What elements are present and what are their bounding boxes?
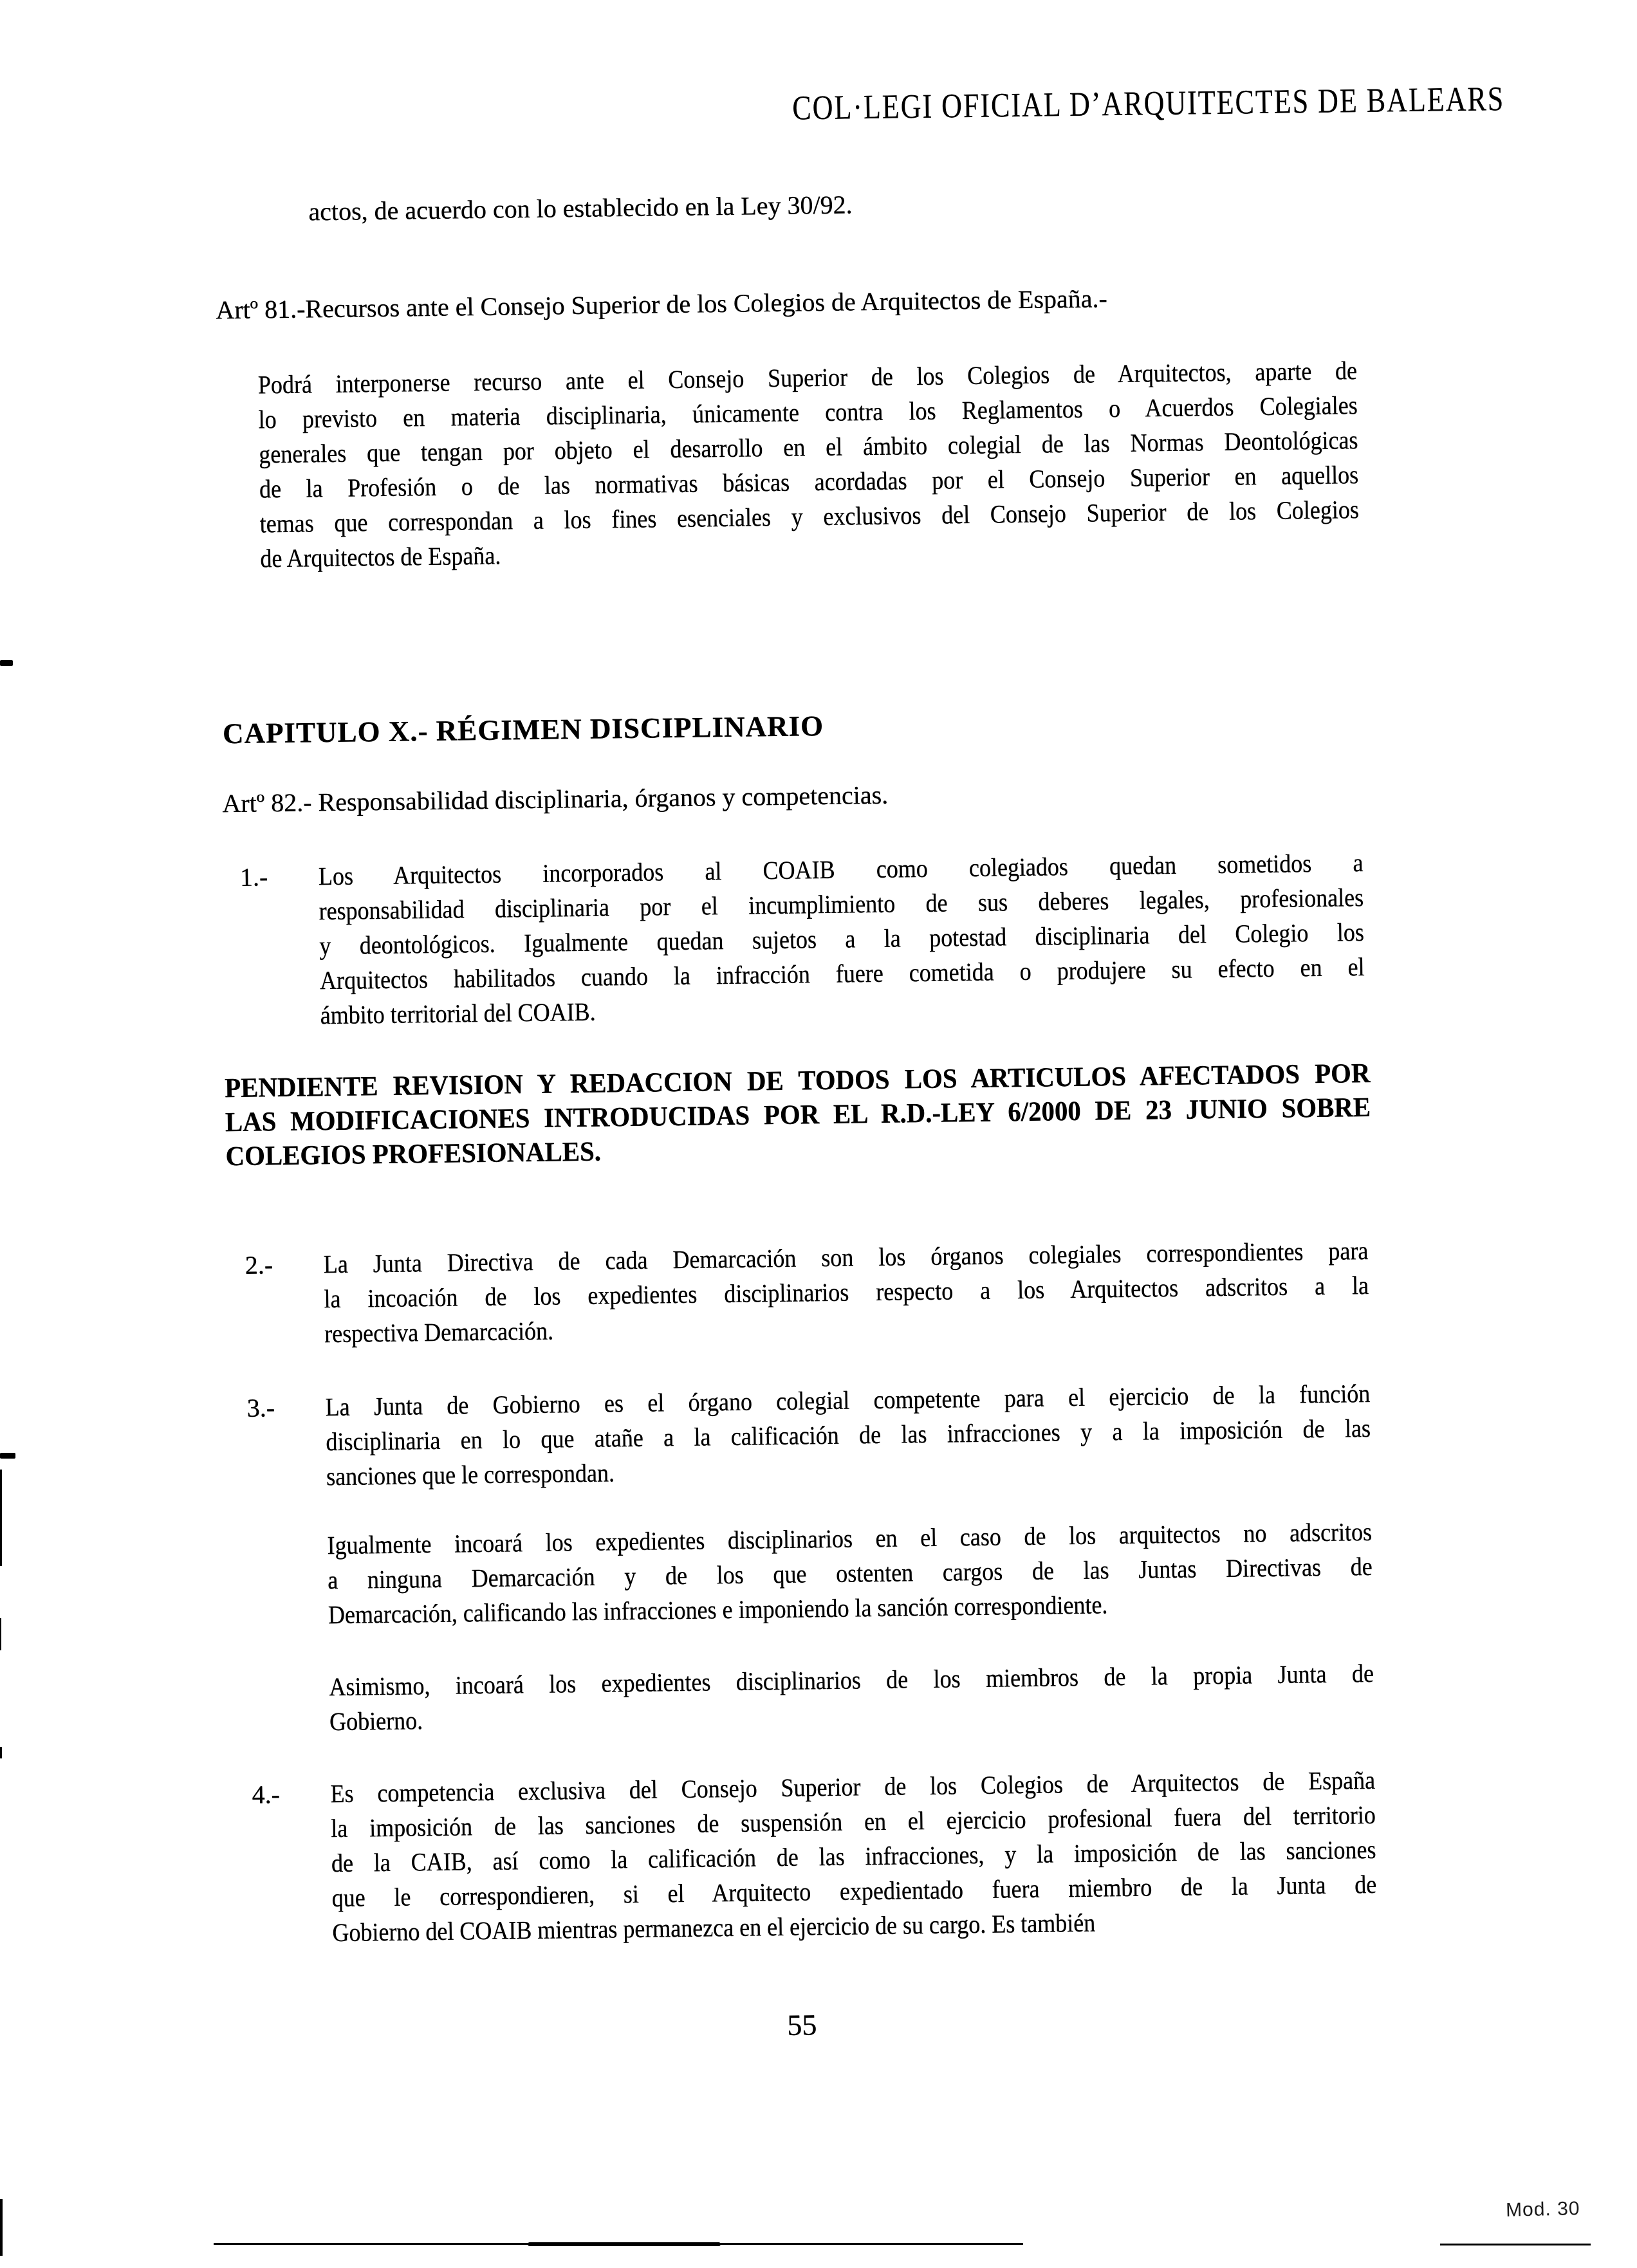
text-line: Podrá interponerse recurso ante el Consejo Superior de los Colegios de Arquitectos, aparte de (257, 355, 1358, 400)
item-3-text (325, 1376, 1371, 1494)
art81-heading: Artº 81.-Recursos ante el Consejo Superior de los Colegios de Arquitectos de España.- (215, 284, 1107, 325)
text-line: la imposición de las sanciones de suspensión en el ejercicio profesional fuera del territorio (330, 1800, 1376, 1843)
page-number: 55 (786, 2008, 817, 2042)
scan-artifact-edge-line (0, 1747, 2, 1758)
text-line: generales que tengan por objeto el desarrollo en el ámbito colegial de las Normas Deontológicas (258, 425, 1358, 469)
text-line: responsabilidad disciplinaria por el incumplimiento de sus deberes legales, profesionales (319, 882, 1364, 926)
text-line: respectiva Demarcación. (324, 1316, 554, 1349)
art82-heading: Artº 82.- Responsabilidad disciplinaria, órganos y competencias. (222, 780, 889, 818)
intro-line: actos, de acuerdo con lo establecido en la Ley 30/92. (308, 190, 853, 226)
scan-artifact-edge-line (0, 1618, 1, 1650)
item-4-number: 4.- (252, 1780, 281, 1809)
scan-artifact-edge-line (0, 2199, 3, 2256)
text-line: Gobierno del COAIB mientras permanezca en el ejercicio de su cargo. Es también (331, 1908, 1096, 1947)
text-line: sanciones que le correspondan. (326, 1458, 615, 1491)
text-line: temas que correspondan a los fines esenciales y exclusivos del Consejo Superior de los Colegios (259, 494, 1359, 539)
text-line: Igualmente incoará los expedientes disciplinarios en el caso de los arquitectos no adscritos (327, 1517, 1373, 1560)
art81-paragraph (257, 353, 1359, 576)
text-line: de Arquitectos de España. (260, 540, 501, 573)
text-line: COLEGIOS PROFESIONALES. (225, 1136, 602, 1172)
text-line: LAS MODIFICACIONES INTRODUCIDAS POR EL R.D.-LEY 6/2000 DE 23 JUNIO SOBRE (225, 1092, 1371, 1138)
text-line: La Junta Directiva de cada Demarcación son los órganos colegiales correspondientes para (323, 1235, 1369, 1279)
item-2-text (323, 1233, 1369, 1351)
scan-artifact-dash (0, 660, 13, 666)
scan-artifact-dash (0, 1453, 15, 1459)
footer-model-label: Mod. 30 (1505, 2198, 1580, 2221)
text-line: Demarcación, calificando las infracciones e imponiendo la sanción correspondiente. (328, 1590, 1108, 1630)
text-line: Gobierno. (329, 1706, 423, 1737)
item-3-subparagraph-1 (327, 1515, 1373, 1632)
item-3-number: 3.- (246, 1393, 275, 1423)
text-line: PENDIENTE REVISION Y REDACCION DE TODOS LOS ARTICULOS AFECTADOS POR (224, 1058, 1371, 1104)
scan-artifact-edge-line (0, 1470, 2, 1566)
text-line: a ninguna Demarcación y de los que ostenten cargos de las Juntas Directivas de (327, 1551, 1373, 1595)
text-line: de la Profesión o de las normativas básicas acordadas por el Consejo Superior en aquellos (259, 459, 1359, 504)
text-line: Arquitectos habilitados cuando la infracción fuere cometida o produjere su efecto en el (319, 952, 1365, 995)
text-line: Los Arquitectos incorporados al COAIB como colegiados quedan sometidos a (318, 847, 1364, 891)
text-line: ámbito territorial del COAIB. (320, 997, 596, 1030)
footer-rule-right (1440, 2244, 1591, 2245)
text-line: Es competencia exclusiva del Consejo Superior de los Colegios de Arquitectos de España (330, 1765, 1376, 1809)
chapter-x-heading: CAPITULO X.- RÉGIMEN DISCIPLINARIO (222, 709, 824, 750)
page-header: COL·LEGI OFICIAL D’ARQUITECTES DE BALEARS (791, 79, 1505, 127)
item-3-subparagraph-2 (329, 1656, 1374, 1739)
item-2-number: 2.- (245, 1250, 273, 1280)
text-line: que le correspondieren, si el Arquitecto expedientado fuera miembro de la Junta de (331, 1869, 1377, 1913)
text-line: lo previsto en materia disciplinaria, únicamente contra los Reglamentos o Acuerdos Colegiales (258, 390, 1358, 434)
item-4-text (330, 1763, 1377, 1950)
text-line: disciplinaria en lo que atañe a la calificación de las infracciones y a la imposición de las (326, 1413, 1371, 1457)
text-line: Asimismo, incoará los expedientes disciplinarios de los miembros de la propia Junta de (328, 1658, 1374, 1702)
footer-rule-thick-segment (528, 2242, 721, 2246)
text-line: La Junta de Gobierno es el órgano colegial competente para el ejercicio de la función (325, 1378, 1371, 1422)
text-line: la incoación de los expedientes disciplinarios respecto a los Arquitectos adscritos a la (324, 1270, 1369, 1314)
item-1-text (318, 845, 1365, 1033)
pending-revision-notice (225, 1056, 1371, 1174)
text-line: y deontológicos. Igualmente quedan sujetos a la potestad disciplinaria del Colegio los (319, 917, 1364, 961)
item-1-number: 1.- (239, 862, 268, 892)
text-line: de la CAIB, así como la calificación de las infracciones, y la imposición de las sanciones (331, 1834, 1376, 1878)
